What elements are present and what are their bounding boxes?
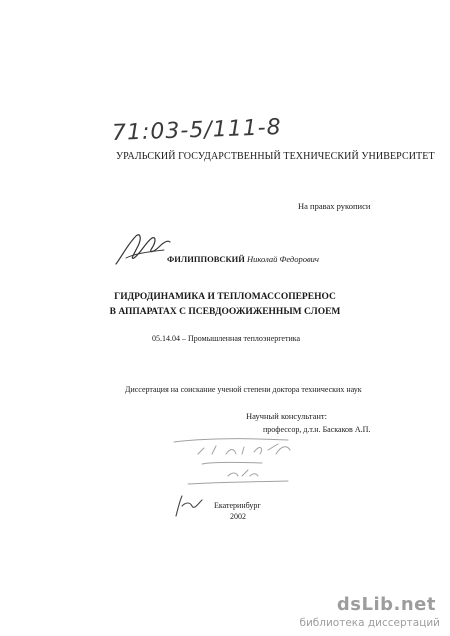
advisor-name: профессор, д.т.н. Баскаков А.П. — [263, 425, 371, 434]
advisor-label: Научный консультант: — [246, 411, 327, 421]
handwritten-mark-icon — [172, 494, 206, 518]
author-surname: ФИЛИППОВСКИЙ — [167, 254, 245, 264]
thesis-title-line-2: В АППАРАТАХ С ПСЕВДООЖИЖЕННЫМ СЛОЕМ — [109, 307, 341, 317]
rights-note: На правах рукописи — [298, 201, 371, 211]
city: Екатеринбург — [214, 501, 261, 510]
author-name — [167, 254, 319, 264]
signature-icon — [112, 228, 172, 270]
specialty-code: 05.14.04 – Промышленная теплоэнергетика — [152, 334, 301, 343]
thesis-title-line-1: ГИДРОДИНАМИКА И ТЕПЛОМАССОПЕРЕНОС — [114, 292, 336, 302]
watermark-subtitle: библиотека диссертаций — [299, 617, 440, 629]
year: 2002 — [230, 512, 246, 521]
university-name: УРАЛЬСКИЙ ГОСУДАРСТВЕННЫЙ ТЕХНИЧЕСКИЙ УНИВЕРСИТЕТ — [116, 151, 435, 162]
handwritten-registration-number: 71:03-5/111-8 — [111, 115, 283, 146]
library-stamp-icon — [168, 432, 318, 492]
author-given-name: Николай Федорович — [247, 254, 319, 264]
dissertation-degree-note: Диссертация на соискание ученой степени доктора технических наук — [125, 385, 362, 394]
dslib-watermark — [300, 594, 448, 636]
watermark-brand: dsLib.net — [336, 594, 436, 615]
